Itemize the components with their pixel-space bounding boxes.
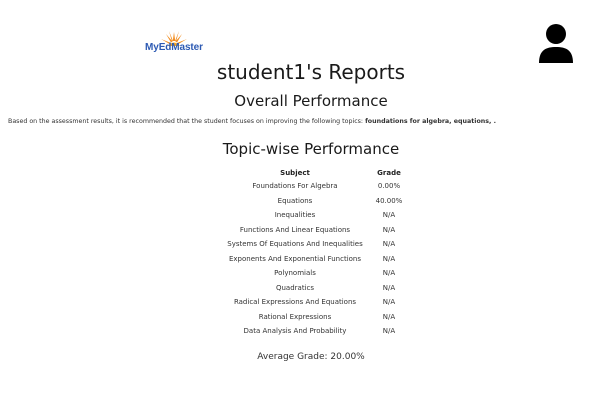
table-row (218, 252, 406, 267)
logo-text: MyEdMaster (145, 42, 203, 53)
grade-cell: N/A (382, 211, 396, 220)
grade-cell: N/A (382, 312, 396, 321)
grade-cell: N/A (382, 283, 396, 292)
table-row (218, 223, 406, 238)
topic-wise-heading: Topic-wise Performance (222, 140, 400, 158)
grade-cell: N/A (382, 298, 396, 307)
subject-cell: Equations (277, 196, 313, 205)
grade-cell: N/A (382, 327, 396, 336)
myedmaster-logo[interactable] (145, 28, 215, 56)
subject-cell: Exponents And Exponential Functions (228, 254, 362, 263)
subject-cell: Quadratics (275, 283, 315, 292)
table-row (218, 208, 406, 223)
subject-cell: Foundations For Algebra (252, 182, 338, 191)
grade-cell: 0.00% (377, 182, 401, 191)
grade-cell: N/A (382, 240, 396, 249)
subject-cell: Rational Expressions (258, 312, 332, 321)
table-row (218, 179, 406, 194)
subject-cell: Functions And Linear Equations (239, 225, 351, 234)
grade-cell: N/A (382, 225, 396, 234)
subject-column-header: Subject (280, 168, 310, 177)
subject-cell: Radical Expressions And Equations (233, 298, 357, 307)
grade-cell: N/A (382, 254, 396, 263)
recommendation-text (8, 118, 614, 125)
grade-column-header: Grade (377, 168, 401, 177)
table-header-row (218, 166, 406, 179)
page-title: student1's Reports (216, 60, 406, 84)
average-grade: Average Grade: 20.00% (257, 352, 365, 362)
table-row (218, 295, 406, 310)
table-row (218, 266, 406, 281)
grade-cell: 40.00% (375, 196, 403, 205)
subject-cell: Inequalities (274, 211, 316, 220)
table-row (218, 237, 406, 252)
table-row (218, 310, 406, 325)
grades-table (218, 166, 406, 339)
overall-performance-heading: Overall Performance (234, 92, 388, 110)
grade-cell: N/A (382, 269, 396, 278)
table-row (218, 281, 406, 296)
subject-cell: Data Analysis And Probability (243, 327, 347, 336)
recommendation-topics: foundations for algebra, equations, . (365, 118, 496, 125)
subject-cell: Polynomials (274, 269, 316, 278)
subject-cell: Systems Of Equations And Inequalities (227, 240, 363, 249)
table-row (218, 194, 406, 209)
recommendation-prefix: Based on the assessment results, it is recommended that the student focuses on improving the following topics: (8, 118, 366, 125)
table-row (218, 324, 406, 339)
